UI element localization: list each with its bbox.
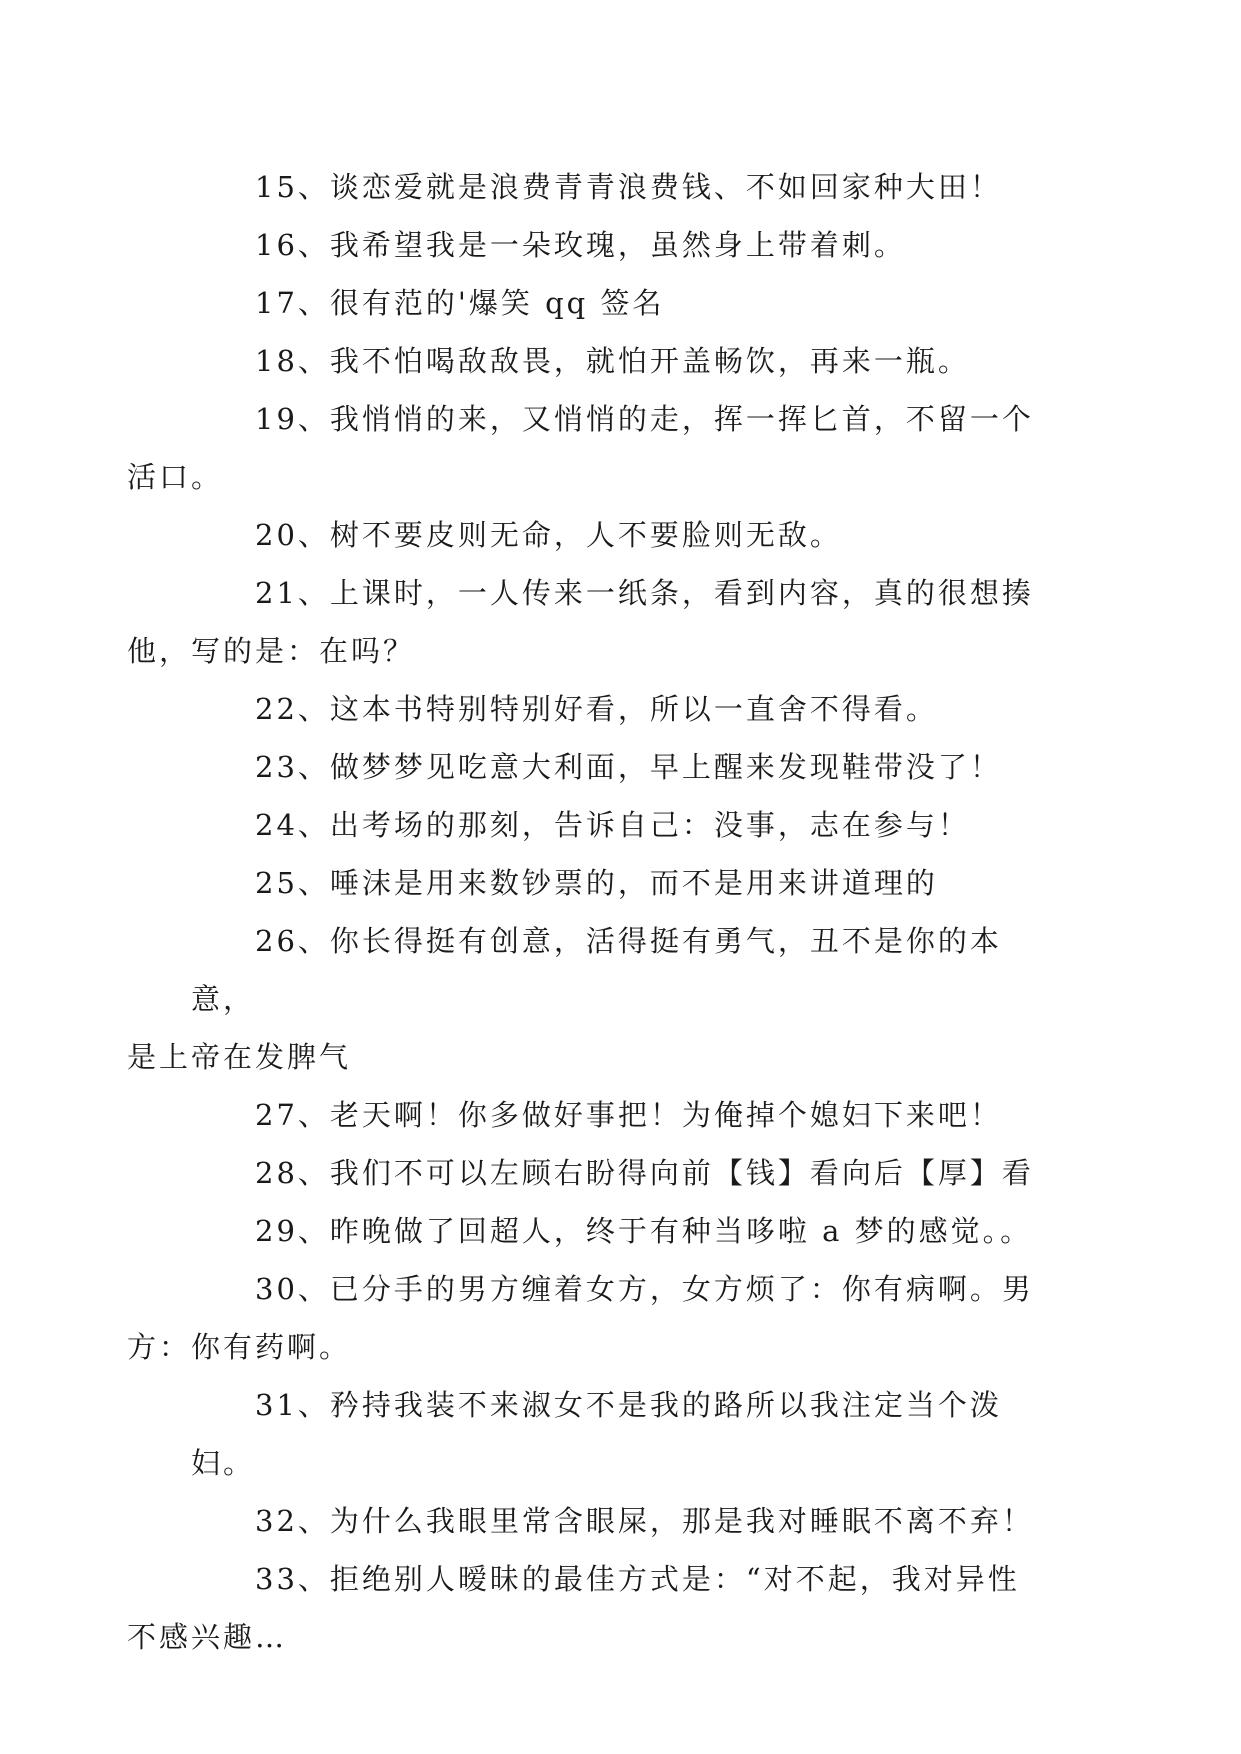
paragraph-line: 28、我们不可以左顾右盼得向前【钱】看向后【厚】看 [255,1156,1034,1190]
paragraph-continuation-line: 他，写的是：在吗？ [127,634,416,668]
paragraph [191,1086,1061,1144]
paragraph-line: 25、唾沫是用来数钞票的，而不是用来讲道理的 [255,866,938,900]
paragraph [191,158,1061,216]
paragraph [191,854,1061,912]
paragraph [191,332,1061,390]
paragraph-line: 23、做梦梦见吃意大利面，早上醒来发现鞋带没了！ [255,750,1002,784]
paragraph [191,796,1061,854]
paragraph-line: 16、我希望我是一朵玫瑰，虽然身上带着刺。 [255,228,906,262]
paragraph [191,506,1061,564]
paragraph [191,738,1061,796]
paragraph [127,564,1061,680]
paragraph [191,1492,1061,1550]
paragraph-line: 26、你长得挺有创意，活得挺有勇气，丑不是你的本意， [191,924,1002,1016]
paragraph-line: 18、我不怕喝敌敌畏，就怕开盖畅饮，再来一瓶。 [255,344,970,378]
paragraph-line: 29、昨晚做了回超人，终于有种当哆啦 a 梦的感觉。。 [255,1214,1033,1248]
paragraph-line: 30、已分手的男方缠着女方，女方烦了：你有病啊。男 [255,1272,1034,1306]
paragraph-line: 27、老天啊！你多做好事把！为俺掉个媳妇下来吧！ [255,1098,1002,1132]
document-body [127,158,1061,1666]
paragraph-line: 21、上课时，一人传来一纸条，看到内容，真的很想揍 [255,576,1034,610]
paragraph-continuation-line: 是上帝在发脾气 [127,1040,352,1074]
paragraph-continuation-line: 活口。 [127,460,224,494]
paragraph-line: 22、这本书特别特别好看，所以一直舍不得看。 [255,692,938,726]
paragraph [191,680,1061,738]
paragraph [127,1550,1061,1666]
paragraph [191,216,1061,274]
paragraph [191,1144,1061,1202]
paragraph-continuation-line: 不感兴趣… [127,1620,288,1654]
paragraph-continuation-line: 方：你有药啊。 [127,1330,352,1364]
paragraph [127,390,1061,506]
paragraph [191,1202,1061,1260]
paragraph-line: 20、树不要皮则无命，人不要脸则无敌。 [255,518,842,552]
paragraph-line: 17、很有范的'爆笑 qq 签名 [255,286,665,320]
paragraph-line: 15、谈恋爱就是浪费青青浪费钱、不如回家种大田！ [255,170,1002,204]
paragraph [127,912,1061,1086]
paragraph-line: 32、为什么我眼里常含眼屎，那是我对睡眠不离不弃！ [255,1504,1034,1538]
paragraph-line: 33、拒绝别人暧昧的最佳方式是：“对不起，我对异性 [255,1562,1020,1596]
paragraph [191,1376,1061,1492]
paragraph-line: 24、出考场的那刻，告诉自己：没事，志在参与！ [255,808,970,842]
paragraph [127,1260,1061,1376]
paragraph-line: 31、矜持我装不来淑女不是我的路所以我注定当个泼妇。 [191,1388,1002,1480]
paragraph-line: 19、我悄悄的来，又悄悄的走，挥一挥匕首，不留一个 [255,402,1034,436]
paragraph [191,274,1061,332]
